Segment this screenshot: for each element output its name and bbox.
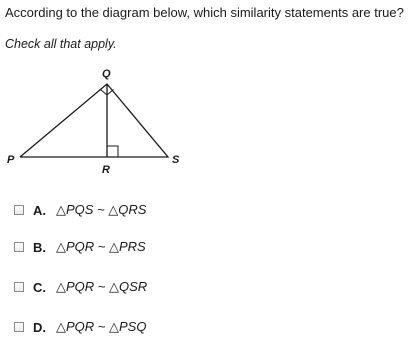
option-c-letter: C. [33, 279, 46, 295]
option-d[interactable] [14, 318, 146, 336]
label-q: Q [102, 68, 111, 80]
option-d-letter: D. [33, 319, 46, 335]
option-b-letter: B. [33, 239, 46, 255]
triangle-diagram [0, 62, 200, 180]
checkbox-b[interactable] [14, 242, 24, 252]
option-b[interactable] [14, 238, 146, 256]
label-r: R [102, 164, 110, 176]
checkbox-a[interactable] [14, 205, 24, 215]
option-c-statement: △PQR ~ △QSR [56, 279, 148, 294]
option-a-letter: A. [33, 202, 46, 218]
option-b-statement: △PQR ~ △PRS [56, 239, 146, 254]
question-text: According to the diagram below, which similarity statements are true? [5, 5, 404, 20]
right-angle-mark-r [107, 146, 118, 157]
instruction-text: Check all that apply. [5, 37, 117, 51]
option-d-statement: △PQR ~ △PSQ [56, 319, 147, 334]
label-p: P [7, 154, 15, 166]
option-a[interactable] [14, 201, 146, 219]
triangle-outline [20, 84, 168, 157]
option-a-statement: △PQS ~ △QRS [56, 202, 147, 217]
label-s: S [172, 154, 180, 166]
checkbox-d[interactable] [14, 322, 24, 332]
checkbox-c[interactable] [14, 282, 24, 292]
option-c[interactable] [14, 278, 147, 296]
